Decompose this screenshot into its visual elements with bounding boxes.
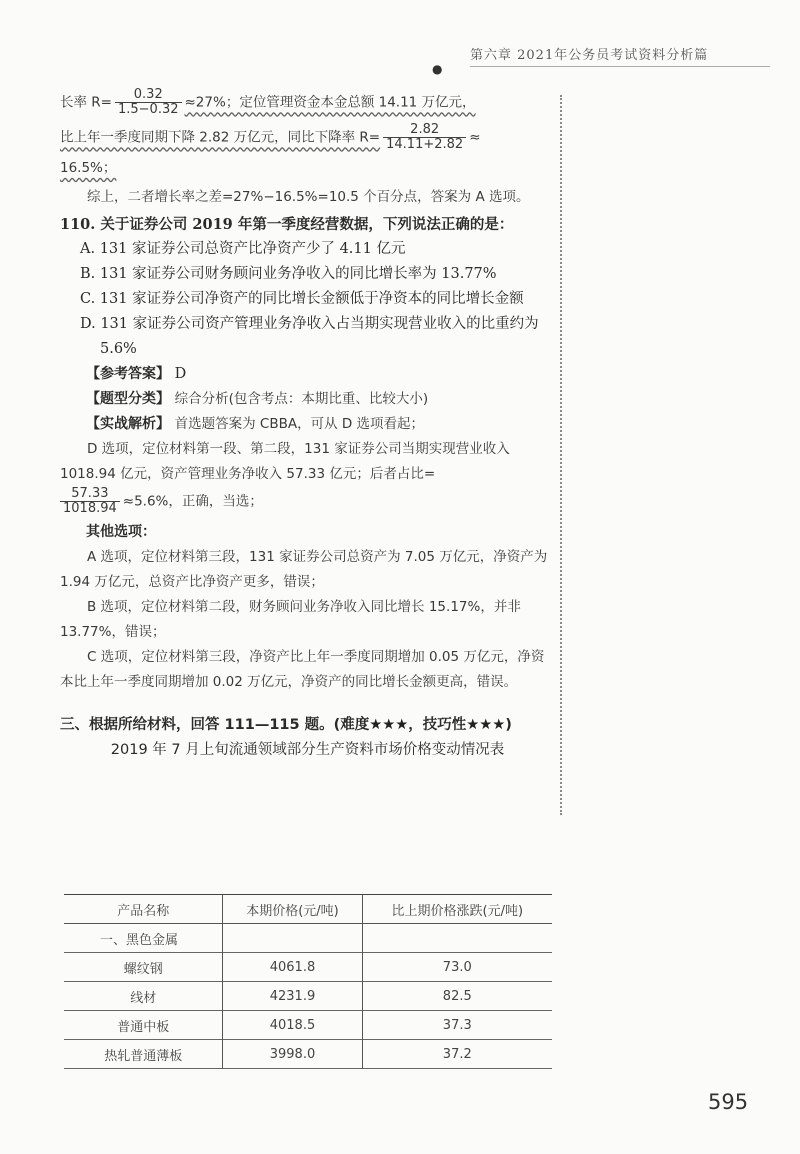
product-cell: 热轧普通薄板 — [104, 1048, 183, 1064]
option-d-fraction — [60, 487, 120, 516]
header-dot: ● — [432, 62, 443, 76]
table-category-row — [64, 924, 552, 953]
other-option-a: A 选项，定位材料第三段，131 家证券公司总资产为 7.05 万亿元，净资产为 1.94 万亿元，总资产比净资产更多，错误； — [60, 549, 548, 590]
table-cell — [223, 924, 362, 953]
table-cell — [362, 924, 552, 953]
fraction-denominator: 1018.94 — [63, 501, 117, 516]
price-cell: 4018.5 — [223, 1011, 362, 1040]
other-option-c: C 选项，定位材料第三段，净资产比上年一季度同期增加 0.05 万亿元，净资本比上年一季度同期增加 0.02 万亿元，净资产的同比增长金额更高，错误。 — [60, 649, 545, 690]
change-cell: 73.0 — [362, 953, 552, 982]
table-row — [64, 953, 552, 982]
header-rule — [470, 66, 770, 67]
growth-line-1-pre: 长率 R= — [60, 94, 112, 111]
growth-summary: 综上，二者增长率之差=27%−16.5%=10.5 个百分点，答案为 A 选项。 — [87, 189, 530, 205]
category-cell: 一、黑色金属 — [100, 932, 179, 948]
type-value: 综合分析(包含考点：本期比重、比较大小) — [174, 391, 429, 407]
fraction-numerator: 57.33 — [60, 487, 120, 502]
price-cell: 4231.9 — [223, 982, 362, 1011]
fraction-denominator: 1.5−0.32 — [117, 102, 179, 117]
type-line — [60, 387, 555, 412]
difficulty-stars: ★★★ — [369, 717, 409, 733]
main-content — [60, 86, 555, 763]
product-cell: 线材 — [130, 990, 157, 1006]
price-table — [64, 894, 552, 1069]
table-title: 2019 年 7 月上旬流通领域部分生产资料市场价格变动情况表 — [110, 742, 505, 758]
skill-stars: ★★★ — [466, 717, 506, 733]
analysis-value: 首选题答案为 CBBA，可从 D 选项看起； — [174, 416, 425, 432]
table-header-row — [64, 895, 552, 924]
price-cell: 3998.0 — [223, 1040, 362, 1069]
header-change: 比上期价格涨跌(元/吨) — [362, 895, 552, 924]
price-cell: 4061.8 — [223, 953, 362, 982]
header-price: 本期价格(元/吨) — [223, 895, 362, 924]
change-cell: 37.3 — [362, 1011, 552, 1040]
table-row — [64, 1040, 552, 1069]
table-row — [64, 1011, 552, 1040]
margin-note-rule — [560, 95, 566, 815]
other-options-title: 其他选项： — [86, 524, 156, 540]
growth-line-2-pre: 比上年一季度同期下降 2.82 万亿元，同比下降率 R= — [60, 129, 381, 146]
answer-value: D — [174, 366, 187, 382]
option-d-fraction-line — [60, 487, 555, 516]
section-3-title-post: ) — [505, 717, 512, 733]
change-cell: 37.2 — [362, 1040, 552, 1069]
option-b: B. 131 家证券公司财务顾问业务净收入的同比增长率为 13.77% — [80, 266, 497, 282]
section-3-title-pre: 三、根据所给材料，回答 111—115 题。(难度 — [60, 717, 370, 733]
question-110-title: 110. 关于证券公司 2019 年第一季度经营数据，下列说法正确的是： — [60, 216, 514, 233]
other-option-b: B 选项，定位材料第二段，财务顾问业务净收入同比增长 15.17%，并非 13.77%，错误； — [60, 599, 521, 640]
analysis-label: 【实战解析】 — [86, 416, 170, 432]
growth-line-1-post: ≈27%；定位管理资金本金总额 14.11 万亿元， — [184, 94, 476, 111]
analysis-line — [60, 412, 555, 437]
type-label: 【题型分类】 — [86, 391, 170, 407]
product-cell: 普通中板 — [117, 1019, 170, 1035]
answer-label: 【参考答案】 — [86, 366, 170, 382]
option-a: A. 131 家证券公司总资产比净资产少了 4.11 亿元 — [80, 241, 406, 257]
growth-line-2 — [60, 123, 555, 152]
growth-fraction-1 — [115, 88, 182, 117]
fraction-denominator: 14.11+2.82 — [386, 137, 464, 152]
growth-line-3 — [60, 156, 555, 181]
section-3-title — [60, 713, 555, 738]
growth-line-1 — [60, 88, 555, 117]
fraction-numerator: 0.32 — [115, 88, 182, 103]
section-3-title-mid: ，技巧性 — [408, 717, 467, 733]
product-cell: 螺纹钢 — [123, 961, 163, 977]
header-product: 产品名称 — [64, 895, 223, 924]
answer-line — [60, 362, 555, 387]
running-header: 第六章 2021年公务员考试资料分析篇 — [470, 48, 709, 63]
option-d: D. 131 家证券公司资产管理业务净收入占当期实现营业收入的比重约为 5.6% — [80, 316, 539, 357]
page-number: 595 — [708, 1090, 749, 1114]
growth-line-3-text: 16.5%； — [60, 160, 117, 176]
growth-line-2-post: ≈ — [469, 129, 481, 146]
growth-fraction-2 — [383, 123, 466, 152]
option-d-analysis: D 选项，定位材料第一段、第二段，131 家证券公司当期实现营业收入 1018.94 亿元，资产管理业务净收入 57.33 亿元；后者占比= — [60, 441, 510, 482]
change-cell: 82.5 — [362, 982, 552, 1011]
table-row — [64, 982, 552, 1011]
fraction-numerator: 2.82 — [383, 123, 466, 138]
option-c: C. 131 家证券公司净资产的同比增长金额低于净资本的同比增长金额 — [80, 291, 524, 307]
option-d-fraction-post: ≈5.6%，正确，当选； — [122, 493, 263, 510]
